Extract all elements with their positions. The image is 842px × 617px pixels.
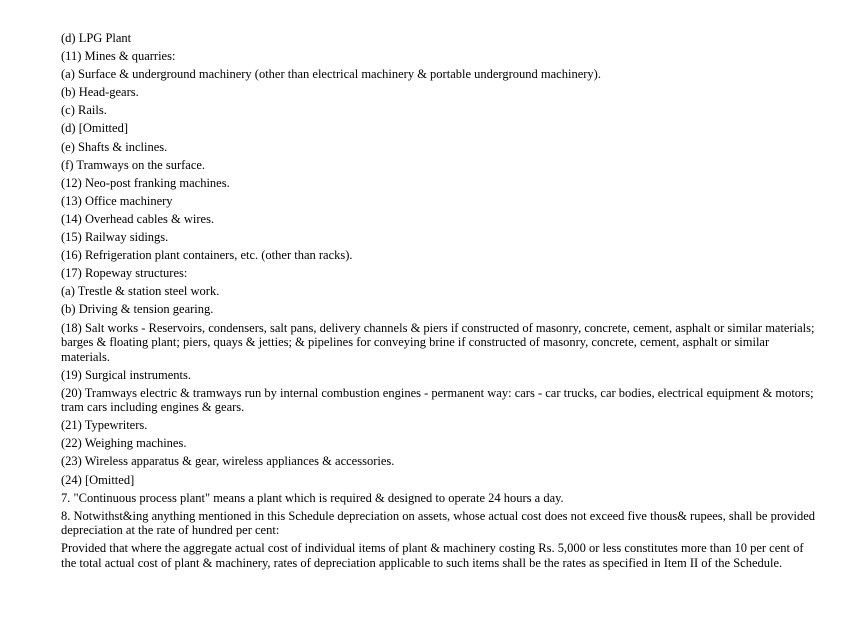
list-item: (b) Driving & tension gearing. (61, 302, 214, 317)
clause-8-depreciation: 8. Notwithst&ing anything mentioned in this Schedule depreciation on assets, whose actual cost does not exceed five thous& rupees, shall be provided depreciation at the rate of hundred per cent: (61, 508, 816, 538)
section-21: (21) Typewriters. (61, 418, 148, 433)
list-item-lpg-plant: (d) LPG Plant (61, 31, 132, 45)
section-16: (16) Refrigeration plant containers, etc. (other than racks). (61, 248, 353, 263)
section-11-mines-quarries: (11) Mines & quarries: (61, 49, 176, 64)
section-18-salt-works: (18) Salt works - Reservoirs, condensers, salt pans, delivery channels & piers if constructed of masonry, concrete, cement, asphalt or similar materials; barges & floating plant; piers, quays & jetties; & pipelines for conveying brine if constructed of masonry, concrete, cement, asphalt or similar materials. (61, 320, 815, 364)
section-13: (13) Office machinery (61, 193, 173, 208)
section-24: (24) [Omitted] (61, 472, 135, 487)
list-item: (c) Rails. (61, 103, 107, 118)
list-item: (f) Tramways on the surface. (61, 157, 206, 172)
section-12: (12) Neo-post franking machines. (61, 175, 230, 190)
section-19: (19) Surgical instruments. (61, 367, 191, 382)
section-23: (23) Wireless apparatus & gear, wireless appliances & accessories. (61, 454, 395, 469)
clause-7-continuous-process-plant: 7. "Continuous process plant" means a plant which is required & designed to operate 24 hours a day. (61, 490, 564, 505)
proviso-paragraph: Provided that where the aggregate actual cost of individual items of plant & machinery costing Rs. 5,000 or less constitutes more than 10 per cent of the total actual cost of plant & machinery, rates of depreciation applicable to such items shall be the rates as specified in Item II of the Schedule. (61, 541, 804, 570)
section-17: (17) Ropeway structures: (61, 266, 188, 281)
list-item: (e) Shafts & inclines. (61, 139, 168, 154)
list-item: (b) Head-gears. (61, 85, 139, 100)
section-15: (15) Railway sidings. (61, 230, 169, 245)
list-item: (a) Trestle & station steel work. (61, 284, 220, 299)
list-item: (d) [Omitted] (61, 121, 128, 136)
section-14: (14) Overhead cables & wires. (61, 211, 215, 226)
section-22: (22) Weighing machines. (61, 436, 187, 451)
document-body (61, 31, 821, 574)
section-20-tramways: (20) Tramways electric & tramways run by internal combustion engines - permanent way: cars - car trucks, car bodies, electrical equipment & motors; tram cars including engines & gears. (61, 385, 814, 415)
list-item: (a) Surface & underground machinery (other than electrical machinery & portable underground machinery). (61, 67, 601, 82)
